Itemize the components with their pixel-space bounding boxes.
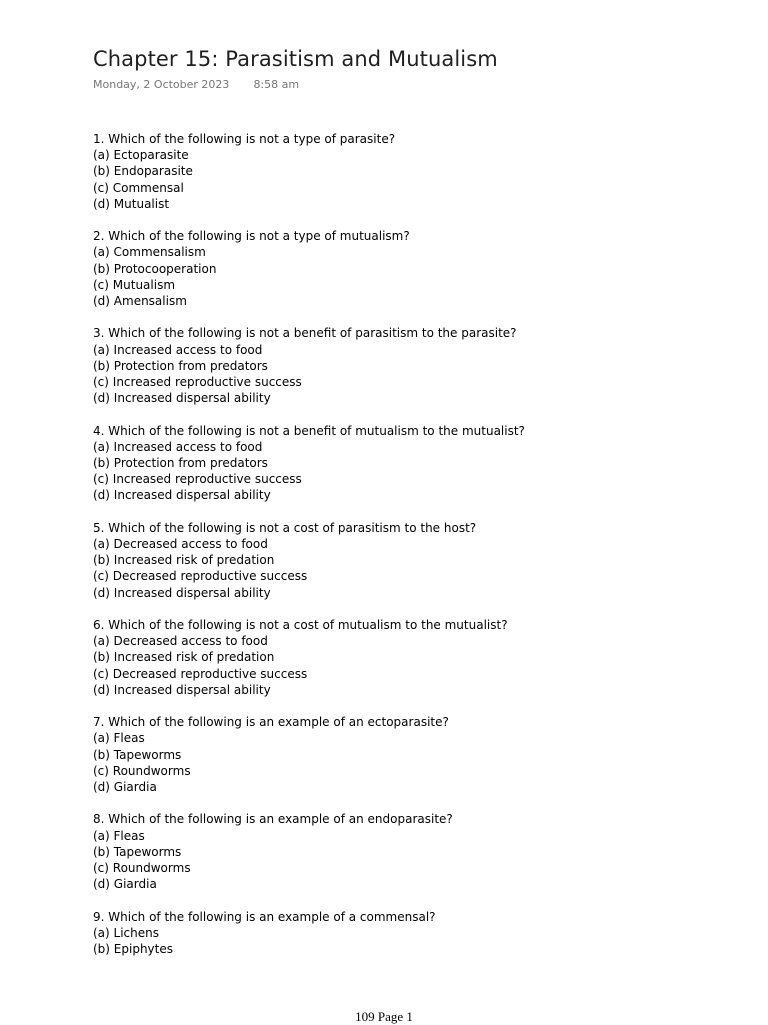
answer-option: (d) Increased dispersal ability [93, 391, 271, 406]
answer-option: (b) Increased risk of predation [93, 650, 275, 665]
question-text: 6. Which of the following is not a cost of mutualism to the mutualist? [93, 618, 508, 633]
question-text: 9. Which of the following is an example of a commensal? [93, 909, 436, 924]
answer-option: (a) Ectoparasite [93, 148, 189, 163]
answer-option: (a) Lichens [93, 925, 159, 940]
question-block [93, 325, 733, 406]
question-block [93, 617, 733, 698]
question-text: 7. Which of the following is an example of an ectoparasite? [93, 715, 449, 730]
page-title: Chapter 15: Parasitism and Mutualism [93, 47, 498, 71]
question-block [93, 909, 733, 958]
answer-option: (a) Fleas [93, 731, 145, 746]
answer-option: (b) Epiphytes [93, 942, 173, 957]
page-footer: 109 Page 1 [355, 1009, 413, 1024]
answer-option: (b) Endoparasite [93, 164, 193, 179]
answer-option: (d) Amensalism [93, 294, 187, 309]
page-date: Monday, 2 October 2023 [93, 78, 230, 91]
answer-option: (a) Decreased access to food [93, 634, 268, 649]
answer-option: (c) Commensal [93, 180, 184, 195]
answer-option: (d) Increased dispersal ability [93, 488, 271, 503]
answer-option: (a) Decreased access to food [93, 537, 268, 552]
question-list [93, 131, 733, 973]
answer-option: (b) Protocooperation [93, 261, 217, 276]
page-header [93, 44, 498, 92]
answer-option: (c) Decreased reproductive success [93, 569, 308, 584]
answer-option: (b) Tapeworms [93, 747, 182, 762]
question-block [93, 811, 733, 892]
answer-option: (b) Protection from predators [93, 358, 268, 373]
question-text: 5. Which of the following is not a cost of parasitism to the host? [93, 520, 477, 535]
answer-option: (d) Increased dispersal ability [93, 585, 271, 600]
question-block [93, 228, 733, 309]
answer-option: (d) Giardia [93, 780, 157, 795]
answer-option: (c) Increased reproductive success [93, 375, 302, 390]
answer-option: (c) Increased reproductive success [93, 472, 302, 487]
page-time: 8:58 am [253, 78, 300, 91]
question-text: 3. Which of the following is not a benefit of parasitism to the parasite? [93, 326, 517, 341]
answer-option: (b) Increased risk of predation [93, 553, 275, 568]
answer-option: (a) Commensalism [93, 245, 206, 260]
answer-option: (b) Tapeworms [93, 844, 182, 859]
answer-option: (a) Fleas [93, 828, 145, 843]
answer-option: (c) Roundworms [93, 861, 191, 876]
question-block [93, 520, 733, 601]
answer-option: (d) Increased dispersal ability [93, 682, 271, 697]
question-text: 8. Which of the following is an example of an endoparasite? [93, 812, 453, 827]
answer-option: (c) Decreased reproductive success [93, 666, 308, 681]
answer-option: (b) Protection from predators [93, 456, 268, 471]
question-text: 2. Which of the following is not a type of mutualism? [93, 229, 410, 244]
answer-option: (a) Increased access to food [93, 342, 263, 357]
question-block [93, 423, 733, 504]
question-block [93, 131, 733, 212]
question-block [93, 714, 733, 795]
answer-option: (c) Roundworms [93, 763, 191, 778]
page-metadata [93, 78, 498, 92]
answer-option: (d) Giardia [93, 877, 157, 892]
answer-option: (c) Mutualism [93, 277, 176, 292]
answer-option: (d) Mutualist [93, 196, 170, 211]
question-text: 4. Which of the following is not a benefit of mutualism to the mutualist? [93, 423, 525, 438]
answer-option: (a) Increased access to food [93, 439, 263, 454]
question-text: 1. Which of the following is not a type of parasite? [93, 132, 396, 146]
